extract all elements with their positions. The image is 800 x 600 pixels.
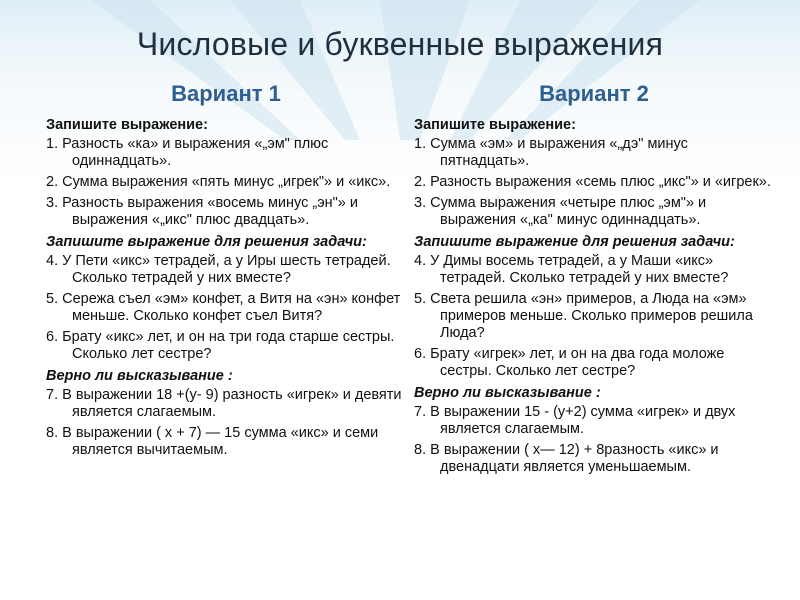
variant-1-item-5: 5. Сережа съел «эм» конфет, а Витя на «эн» конфет меньше. Сколько конфет съел Витя? [46,291,401,324]
variant-1-item-3: 3. Разность выражения «восемь минус „эн"» и выражения «„икс" плюс двадцать». [46,195,358,228]
variant-1-item-2: 2. Сумма выражения «пять минус „игрек"» и «икс». [46,174,391,190]
variant-1-heading-1: Запишите выражение: [46,117,208,133]
variant-1-title: Вариант 1 [171,81,281,106]
variant-2-title: Вариант 2 [539,81,649,106]
variant-1-column [46,80,406,463]
variant-2-heading-2: Запишите выражение для решения задачи: [414,234,735,250]
variant-2-item-4: 4. У Димы восемь тетрадей, а у Маши «икс» тетрадей. Сколько тетрадей у них вместе? [414,253,729,286]
variant-2-heading-1: Запишите выражение: [414,117,576,133]
variant-1-heading-2: Запишите выражение для решения задачи: [46,234,367,250]
variant-2-item-1: 1. Сумма «эм» и выражения «„дэ" минус пятнадцать». [414,136,688,169]
variant-2-item-6: 6. Брату «игрек» лет, и он на два года моложе сестры. Сколько лет сестре? [414,346,725,379]
page-title: Числовые и буквенные выражения [136,26,664,62]
variant-1-item-6: 6. Брату «икс» лет, и он на три года старше сестры. Сколько лет сестре? [46,329,395,362]
variant-1-heading-3: Верно ли высказывание : [46,368,233,384]
variant-1-item-1: 1. Разность «ка» и выражения «„эм" плюс одиннадцать». [46,136,329,169]
variant-2-item-5: 5. Света решила «эн» примеров, а Люда на «эм» примеров меньше. Сколько примеров решила Люда? [414,291,753,341]
variant-2-column [414,80,774,480]
variant-2-item-2: 2. Разность выражения «семь плюс „икс"» и «игрек». [414,174,771,190]
variant-2-item-8: 8. В выражении ( х— 12) + 8разность «икс» и двенадцати является уменьшаемым. [414,442,719,475]
variant-2-item-3: 3. Сумма выражения «четыре плюс „эм"» и выражения «„ка" минус одиннадцать». [414,195,707,228]
variant-2-item-7: 7. В выражении 15 - (у+2) сумма «игрек» и двух является слагаемым. [414,404,736,437]
variant-2-heading-3: Верно ли высказывание : [414,385,601,401]
variant-1-item-4: 4. У Пети «икс» тетрадей, а у Иры шесть тетрадей. Сколько тетрадей у них вместе? [46,253,391,286]
variant-1-item-8: 8. В выражении ( х + 7) — 15 сумма «икс» и семи является вычитаемым. [46,425,379,458]
variant-1-item-7: 7. В выражении 18 +(у- 9) разность «игрек» и девяти является слагаемым. [46,387,402,420]
